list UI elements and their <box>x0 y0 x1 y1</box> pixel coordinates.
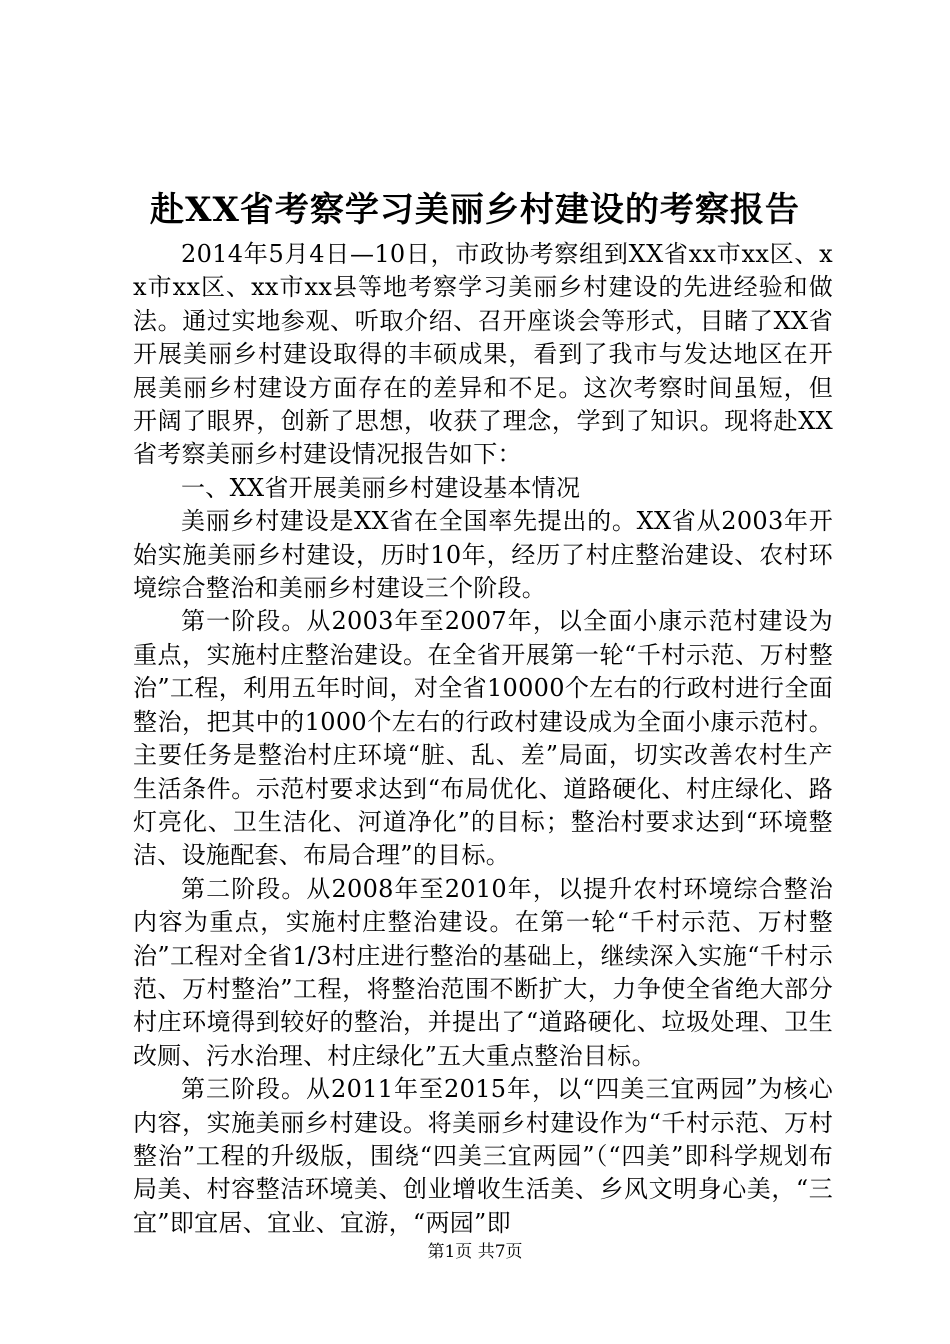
section-heading: 一、XX省开展美丽乡村建设基本情况 <box>181 473 581 502</box>
paragraph-intro: 2014年5月4日—10日，市政协考察组到XX省xx市xx区、xx市xx区、xx市xx县等地考察学习美丽乡村建设的先进经验和做法。通过实地参观、听取介绍、召开座谈会等形式，目睹了XX省开展美丽乡村建设取得的丰硕成果，看到了我市与发达地区在开展美丽乡村建设方面存在的差异和不足。这次考察时间虽短，但开阔了眼界，创新了思想，收获了理念，学到了知识。现将赴XX省考察美丽乡村建设情况报告如下： <box>133 240 833 469</box>
page-number-footer: 第1页 共7页 <box>427 1242 523 1262</box>
paragraph-overview: 美丽乡村建设是XX省在全国率先提出的。XX省从2003年开始实施美丽乡村建设，历时10年，经历了村庄整治建设、农村环境综合整治和美丽乡村建设三个阶段。 <box>133 507 833 603</box>
paragraph-stage-one: 第一阶段。从2003年至2007年，以全面小康示范村建设为重点，实施村庄整治建设。在全省开展第一轮“千村示范、万村整治”工程，利用五年时间，对全省10000个左右的行政村进行全面整治，把其中的1000个左右的行政村建设成为全面小康示范村。主要任务是整治村庄环境“脏、乱、差”局面，切实改善农村生产生活条件。示范村要求达到“布局优化、道路硬化、村庄绿化、路灯亮化、卫生洁化、河道净化”的目标；整治村要求达到“环境整洁、设施配套、布局合理”的目标。 <box>133 607 833 870</box>
document-title: 赴XX省考察学习美丽乡村建设的考察报告 <box>150 190 800 230</box>
document-body <box>133 238 833 1240</box>
paragraph-stage-three: 第三阶段。从2011年至2015年，以“四美三宜两园”为核心内容，实施美丽乡村建设。将美丽乡村建设作为“千村示范、万村整治”工程的升级版，围绕“四美三宜两园”（“四美”即科学规划布局美、村容整洁环境美、创业增收生活美、乡风文明身心美，“三宜”即宜居、宜业、宜游，“两园”即 <box>133 1075 833 1237</box>
paragraph-stage-two: 第二阶段。从2008年至2010年，以提升农村环境综合整治内容为重点，实施村庄整治建设。在第一轮“千村示范、万村整治”工程对全省1/3村庄进行整治的基础上，继续深入实施“千村示范、万村整治”工程，将整治范围不断扩大，力争使全省绝大部分村庄环境得到较好的整治，并提出了“道路硬化、垃圾处理、卫生改厕、污水治理、村庄绿化”五大重点整治目标。 <box>133 874 833 1070</box>
